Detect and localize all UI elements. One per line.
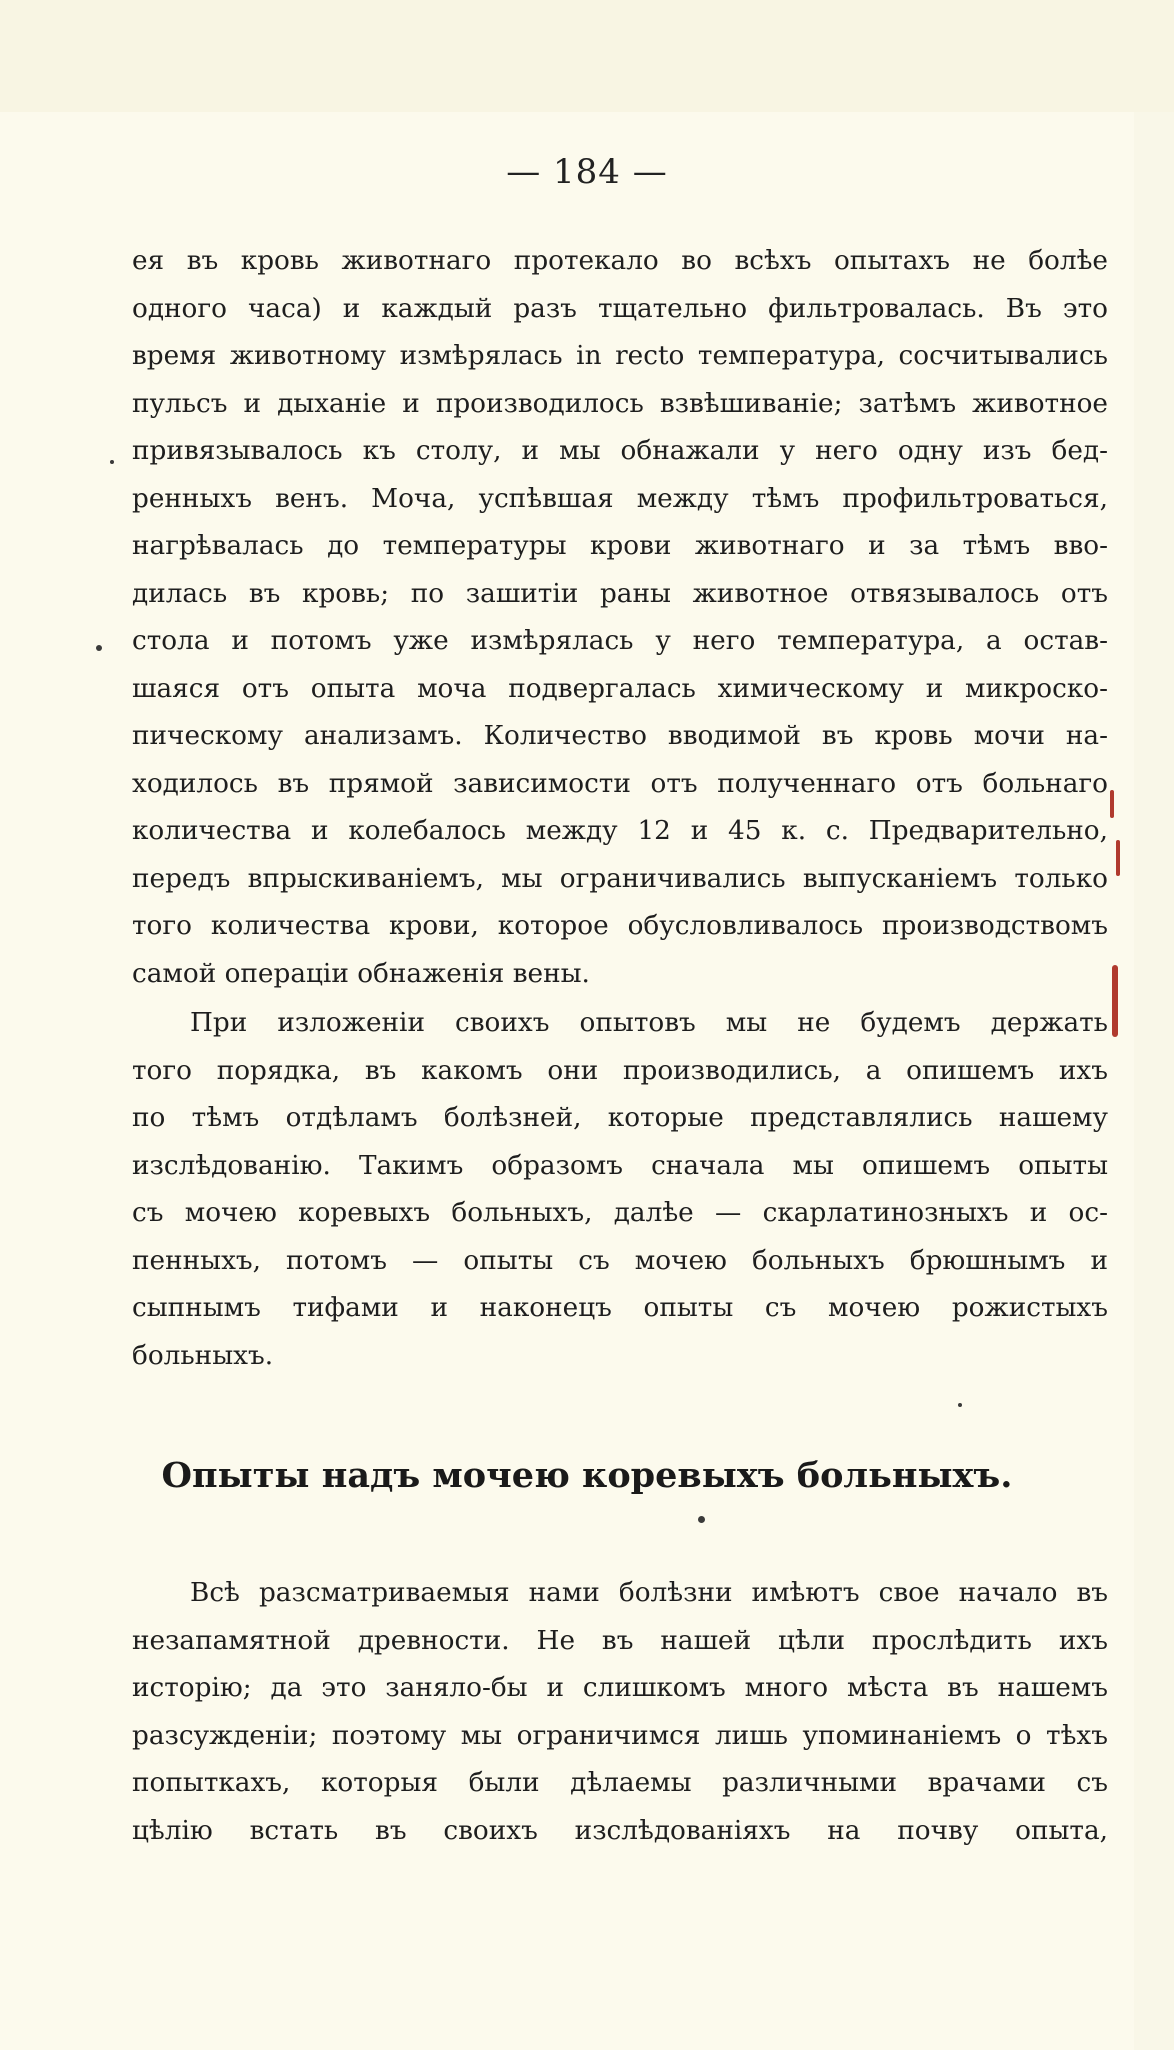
ink-speck xyxy=(698,1516,705,1523)
page-number: — 184 — xyxy=(506,152,668,192)
text-line: одного часа) и каждый разъ тщательно фильтровалась. Въ это xyxy=(132,293,1108,324)
page-right-margin xyxy=(1134,112,1174,2050)
text-line: пическому анализамъ. Количество вводимой въ кровь мочи на- xyxy=(132,721,1108,751)
text-line: того порядка, въ какомъ они производились, а опишемъ ихъ xyxy=(132,1055,1108,1086)
text-line: цѣлію встать въ своихъ изслѣдованіяхъ на почву опыта, xyxy=(132,1815,1108,1846)
text-line: сыпнымъ тифами и наконецъ опыты съ мочею рожистыхъ xyxy=(132,1293,1108,1323)
text-line: стола и потомъ уже измѣрялась у него температура, а остав- xyxy=(132,626,1108,656)
text-line: дилась въ кровь; по зашитіи раны животное отвязывалось отъ xyxy=(132,578,1108,609)
paragraph-3 xyxy=(132,1570,1108,1855)
text-line: пульсъ и дыханіе и производилось взвѣшиваніе; затѣмъ животное xyxy=(132,388,1108,419)
text-line: того количества крови, которое обусловливалось производствомъ xyxy=(132,911,1108,941)
text-line: по тѣмъ отдѣламъ болѣзней, которые представлялись нашему xyxy=(132,1103,1108,1133)
paragraph-1 xyxy=(132,238,1108,998)
ink-speck xyxy=(96,645,102,651)
text-line: попыткахъ, которыя были дѣлаемы различными врачами съ xyxy=(132,1768,1108,1798)
text-line: самой операціи обнаженія вены. xyxy=(132,958,590,989)
margin-pencil-mark xyxy=(1112,965,1118,1037)
text-line: привязывалось къ столу, и мы обнажали у него одну изъ бед- xyxy=(132,436,1108,466)
text-line: передъ впрыскиваніемъ, мы ограничивались выпусканіемъ только xyxy=(132,863,1108,894)
text-line: количества и колебалось между 12 и 45 к. с. Предварительно, xyxy=(132,816,1108,846)
margin-pencil-mark xyxy=(1116,840,1120,876)
margin-pencil-mark xyxy=(1110,790,1114,818)
text-line: съ мочею коревыхъ больныхъ, далѣе — скарлатинозныхъ и ос- xyxy=(132,1198,1108,1228)
text-line: пенныхъ, потомъ — опыты съ мочею больныхъ брюшнымъ и xyxy=(132,1245,1108,1276)
text-line: больныхъ. xyxy=(132,1340,274,1371)
section-heading: Опыты надъ мочею коревыхъ больныхъ. xyxy=(161,1455,1013,1496)
text-line: изслѣдованію. Такимъ образомъ сначала мы опишемъ опыты xyxy=(132,1150,1108,1181)
text-line: время животному измѣрялась in recto температура, сосчитывались xyxy=(132,341,1108,371)
text-line: разсужденіи; поэтому мы ограничимся лишь упоминаніемъ о тѣхъ xyxy=(132,1720,1108,1751)
ink-speck xyxy=(958,1403,962,1407)
text-line: При изложеніи своихъ опытовъ мы не будемъ держать xyxy=(190,1008,1108,1038)
text-line: незапамятной древности. Не въ нашей цѣли прослѣдить ихъ xyxy=(132,1625,1108,1656)
paragraph-2 xyxy=(132,1000,1108,1380)
text-line: Всѣ разсматриваемыя нами болѣзни имѣютъ свое начало въ xyxy=(190,1578,1108,1608)
text-line: ея въ кровь животнаго протекало во всѣхъ опытахъ не болѣе xyxy=(132,246,1108,276)
text-line: шаяся отъ опыта моча подвергалась химическому и микроско- xyxy=(132,673,1108,704)
text-line: ренныхъ венъ. Моча, успѣвшая между тѣмъ профильтроваться, xyxy=(132,483,1108,514)
text-line: нагрѣвалась до температуры крови животнаго и за тѣмъ вво- xyxy=(132,531,1108,561)
text-line: исторію; да это заняло-бы и слишкомъ много мѣста въ нашемъ xyxy=(132,1673,1108,1703)
page-top-margin xyxy=(0,0,1174,112)
text-line: ходилось въ прямой зависимости отъ полученнаго отъ больнаго xyxy=(132,768,1108,799)
ink-speck xyxy=(110,460,114,464)
